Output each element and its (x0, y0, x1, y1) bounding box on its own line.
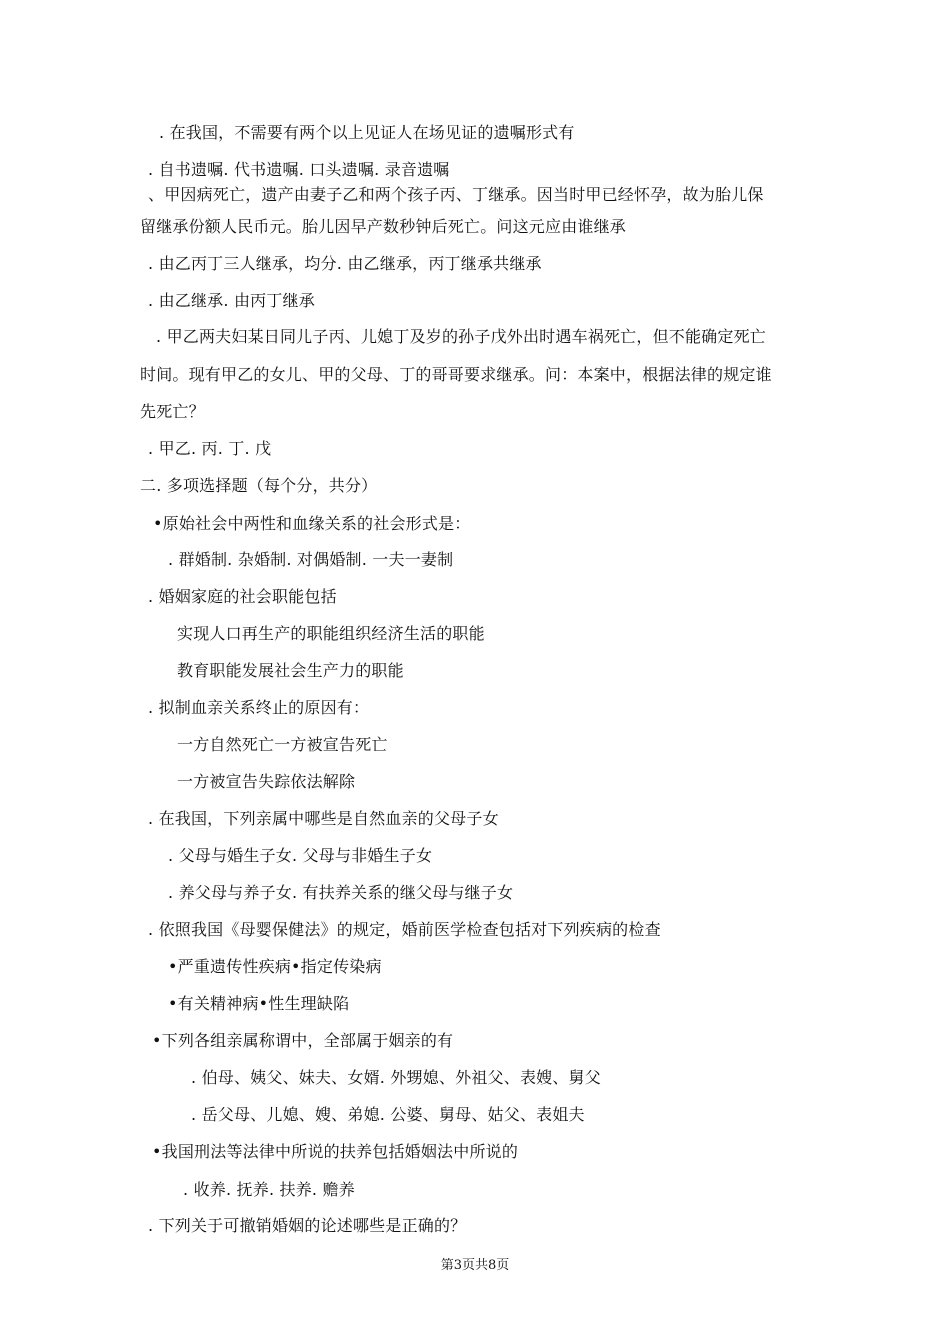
question-text: . 在我国，不需要有两个以上见证人在场见证的遗嘱形式有 (159, 123, 575, 142)
answer-options: . 自书遗嘱. 代书遗嘱. 口头遗嘱. 录音遗嘱 (148, 160, 450, 179)
question-text: •我国刑法等法律中所说的扶养包括婚姻法中所说的 (152, 1142, 519, 1161)
answer-options: . 伯母、姨父、妹夫、女婿. 外甥媳、外祖父、表嫂、舅父 (191, 1068, 601, 1087)
answer-options: . 养父母与养子女. 有扶养关系的继父母与继子女 (168, 883, 514, 902)
answer-options: •有关精神病•性生理缺陷 (168, 994, 350, 1013)
section-heading: 二. 多项选择题（每个分，共分） (140, 476, 378, 495)
question-text: 、甲因病死亡，遗产由妻子乙和两个孩子丙、丁继承。因当时甲已经怀孕，故为胎儿保 (148, 185, 764, 204)
page-number-footer: 第3页共8页 (440, 1258, 510, 1273)
answer-options: •严重遗传性疾病•指定传染病 (168, 957, 382, 976)
question-text: . 婚姻家庭的社会职能包括 (148, 587, 337, 606)
answer-options: . 岳父母、儿媳、嫂、弟媳. 公婆、舅母、姑父、表姐夫 (191, 1105, 585, 1124)
answer-options: . 群婚制. 杂婚制. 对偶婚制. 一夫一妻制 (168, 550, 454, 569)
answer-options: . 父母与婚生子女. 父母与非婚生子女 (168, 846, 433, 865)
question-text: . 拟制血亲关系终止的原因有： (148, 698, 370, 717)
answer-options: 实现人口再生产的职能组织经济生活的职能 (177, 624, 485, 643)
answer-options: . 收养. 抚养. 扶养. 赡养 (183, 1180, 355, 1199)
answer-options: 教育职能发展社会生产力的职能 (177, 661, 404, 680)
question-text: . 甲乙两夫妇某日同儿子丙、儿媳丁及岁的孙子戊外出时遇车祸死亡，但不能确定死亡 (156, 327, 766, 346)
question-text-continued: 时间。现有甲乙的女儿、甲的父母、丁的哥哥要求继承。问：本案中，根据法律的规定谁 (140, 365, 772, 384)
question-text: •下列各组亲属称谓中，全部属于姻亲的有 (152, 1031, 454, 1050)
question-text: . 依照我国《母婴保健法》的规定，婚前医学检查包括对下列疾病的检查 (148, 920, 661, 939)
question-text: •原始社会中两性和血缘关系的社会形式是： (153, 514, 471, 533)
answer-options: 一方自然死亡一方被宣告死亡 (177, 735, 388, 754)
question-text-continued: 留继承份额人民币元。胎儿因早产数秒钟后死亡。问这元应由谁继承 (140, 217, 627, 236)
answer-options: 一方被宣告失踪依法解除 (177, 772, 356, 791)
question-text: . 下列关于可撤销婚姻的论述哪些是正确的？ (148, 1216, 467, 1235)
question-text: . 在我国，下列亲属中哪些是自然血亲的父母子女 (148, 809, 499, 828)
answer-options: . 由乙继承. 由丙丁继承 (148, 291, 315, 310)
question-text-continued: 先死亡？ (140, 402, 205, 421)
answer-options: . 甲乙. 丙. 丁. 戊 (148, 439, 272, 458)
answer-options: . 由乙丙丁三人继承，均分. 由乙继承，丙丁继承共继承 (148, 254, 542, 273)
